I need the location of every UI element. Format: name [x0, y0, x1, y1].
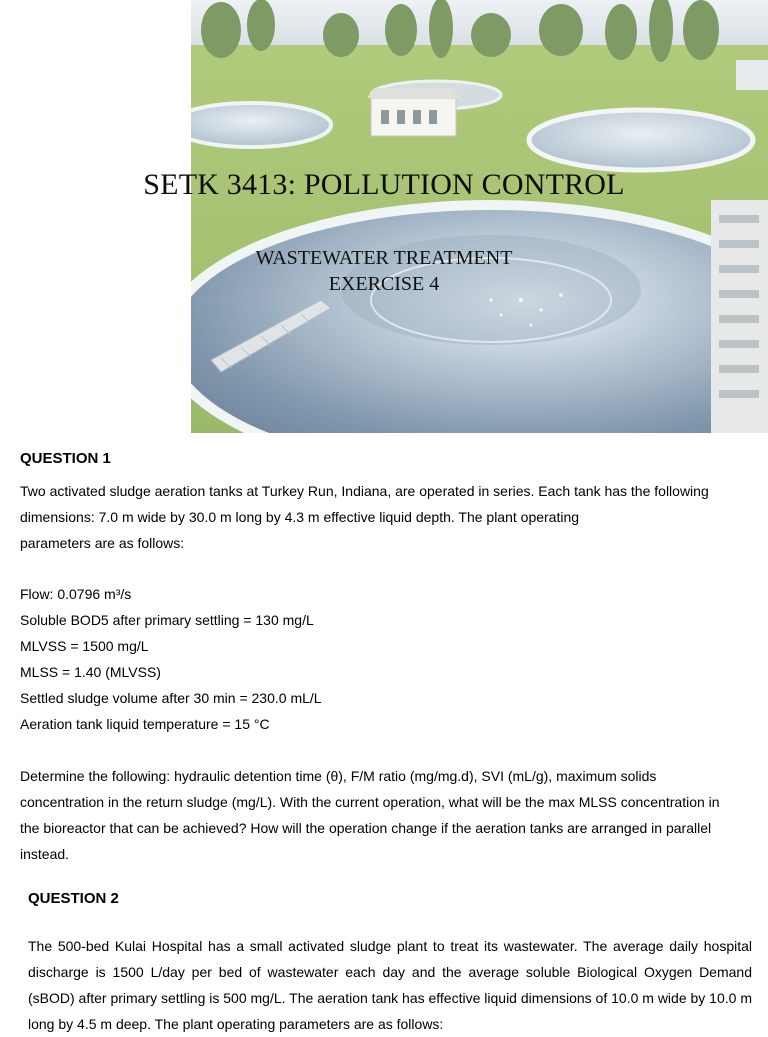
- subtitle-line-1: WASTEWATER TREATMENT: [255, 247, 513, 269]
- question-1-parameters: [20, 581, 750, 737]
- parameter-item: MLVSS = 1500 mg/L: [20, 638, 149, 654]
- parameter-item: MLSS = 1.40 (MLVSS): [20, 664, 161, 680]
- parameter-item: Soluble BOD5 after primary settling = 130 mg/L: [20, 612, 314, 628]
- task-line: Determine the following: hydraulic detention time (θ), F/M ratio (mg/mg.d), SVI (mL/g), maximum solids: [20, 768, 657, 784]
- parameter-item: Settled sludge volume after 30 min = 230.0 mL/L: [20, 690, 322, 706]
- task-line: concentration in the return sludge (mg/L). With the current operation, what will be the max MLSS concentration in: [20, 794, 720, 810]
- question-2-heading: QUESTION 2: [28, 890, 119, 907]
- cover-image: [191, 0, 768, 433]
- document-title: SETK 3413: POLLUTION CONTROL: [143, 168, 625, 201]
- wastewater-plant-illustration: [191, 0, 768, 433]
- intro-line: Two activated sludge aeration tanks at Turkey Run, Indiana, are operated in series. Each tank has the following: [20, 483, 709, 499]
- question-2-text: The 500-bed Kulai Hospital has a small activated sludge plant to treat its wastewater. The average daily hospital discharge is 1500 L/day per bed of wastewater each day and the average soluble Biological Oxygen Demand (sBOD) after primary settling is 500 mg/L. The aeration tank has effective liquid dimensions of 10.0 m wide by 10.0 m long by 4.5 m deep. The plant operating parameters are as follows:: [28, 938, 752, 1032]
- intro-line: dimensions: 7.0 m wide by 30.0 m long by 4.3 m effective liquid depth. The plant operating: [20, 509, 580, 525]
- question-1-intro: [20, 478, 750, 556]
- task-line: the bioreactor that can be achieved? How will the operation change if the aeration tanks are arranged in parallel: [20, 820, 712, 836]
- intro-line: parameters are as follows:: [20, 535, 185, 551]
- question-1-task: [20, 763, 750, 867]
- document-subtitle: [0, 245, 768, 297]
- subtitle-line-2: EXERCISE 4: [328, 273, 440, 295]
- parameter-item: Flow: 0.0796 m³/s: [20, 586, 132, 602]
- question-1-heading: QUESTION 1: [20, 450, 111, 467]
- parameter-item: Aeration tank liquid temperature = 15 °C: [20, 716, 270, 732]
- task-line: instead.: [20, 846, 70, 862]
